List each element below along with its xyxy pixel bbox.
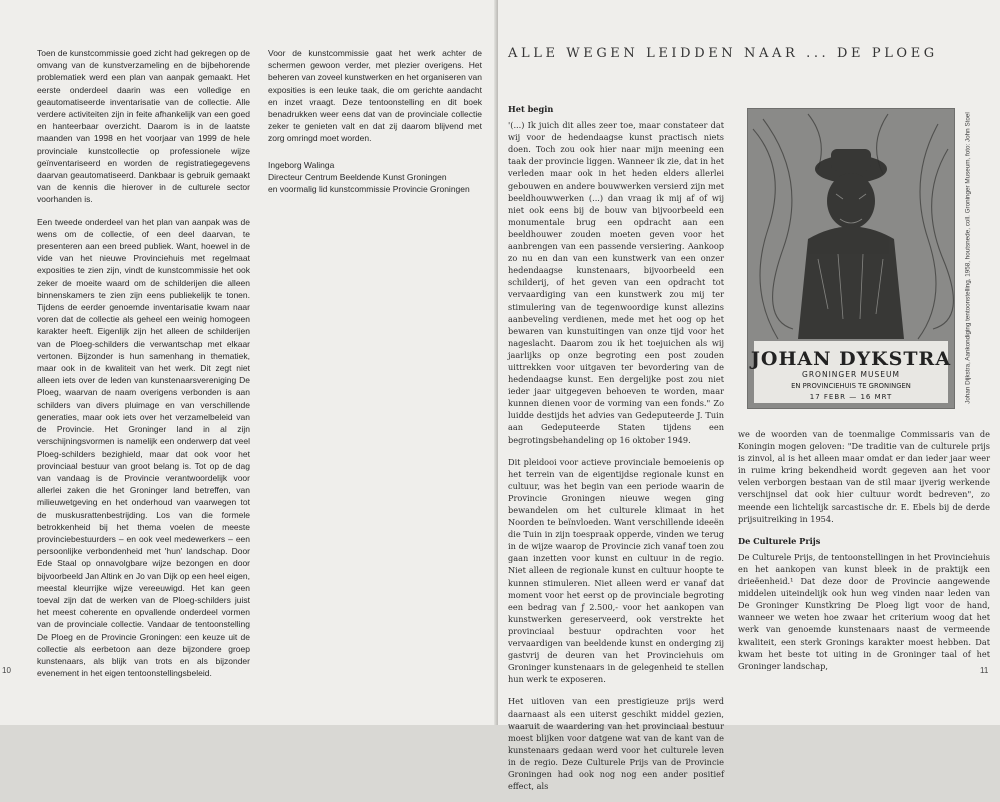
heading-culturele-prijs: De Culturele Prijs	[738, 535, 821, 546]
poster-title: JOHAN DYKSTRA	[750, 348, 952, 370]
page-number-right: 11	[980, 666, 989, 675]
section-title: ALLE WEGEN LEIDDEN NAAR ... DE PLOEG	[508, 46, 938, 61]
left-column-2	[268, 47, 482, 195]
poster-artwork	[748, 109, 954, 408]
paragraph: Een tweede onderdeel van het plan van aanpak was de wens om de collectie, of een deel daarvan, te presenteren aan een breed publiek. Want, hoewel in de vide van het nieuwe Provinciehuis met regelmaat exposities te zien zijn, vindt de kunstcommissie het ook zeker de moeite waard om de schilderijen die alleen binnenskamers te zien zijn eens publiekelijk te tonen. Tijdens de eerder genoemde inventarisatie kwam naar voren dat de collectie als geheel een weinig homogeen karakter heeft. Eigenlijk zijn het alleen de schilderijen van de Ploeg-schilders die verwantschap met elkaar vertonen. Bijzonder is hun samenhang in thematiek, maar ook in de kwaliteit van het werk. Dit zegt niet alleen iets over de leden van kunstenaarsvereniging De Ploeg, waarvan de naam overigens verbonden is aan schilders van divers pluimage en van verschillende generaties, maar ook iets over het verzamelbeleid van de Provincie. Het Groninger land in al zijn verschijningsvormen is namelijk een onderwerp dat veel Ploeg-schilders bezighield, maar dat ook voor het provinciaal bestuur van groot belang is. Tot op de dag van vandaag is de Provincie verantwoordelijk voor allerlei zaken die het Groninger land betreffen, van milieuwetgeving en het onderhoud van vaarwegen tot de muskusrattenbestrijding. Los van die formele betrokkenheid bij het thema voelen de meeste provinciebestuurders – en ook veel medewerkers – een persoonlijke verbondenheid met 'hun' landschap. Door Ede Staal op onnavolgbare wijze bezongen en door bijvoorbeeld Jan Altink en Jo van Dijk op een heel eigen, meestal kleurrijke wijze vereeuwigd. Het kan geen toeval zijn dat de werken van de Ploeg-schilders juist het meest coherente en opvallende onderdeel vormen van de provinciale collectie. Vandaar de tentoonstelling De Ploeg en de Provincie Groningen: een keuze uit de collectie als eerbetoon aan deze bijzondere groep kunstenaars, als blijk van trots en als bijzonder evenement in het eigen tentoonstellingsbeleid.	[37, 216, 250, 679]
signature-title-1: Directeur Centrum Beeldende Kunst Groningen	[268, 171, 447, 182]
image-credit	[960, 108, 976, 407]
heading-het-begin: Het begin	[508, 104, 554, 114]
right-page	[498, 0, 1000, 792]
woodcut-poster-image	[747, 108, 955, 409]
paragraph: De Culturele Prijs, de tentoonstellingen in het Provinciehuis en het aankopen van kunst bleek in de praktijk een drieëenheid.¹ Dat deze door de Provincie aangewende middelen uiteindelijk ook hun weg vinden naar leden van De Groninger Kunstkring De Ploeg ligt voor de hand, wanneer we weten hoe zwaar het criterium woog dat het werk van genoemde kunstenaars naast de vermeende kwaliteit, een sterk Gronings karakter moest hebben. Dat kwam het beste tot uiting in de Groninger taal of het Groninger landschap,	[738, 551, 990, 671]
page-number-left: 10	[2, 666, 11, 675]
signature-name: Ingeborg Walinga	[268, 159, 335, 170]
paragraph: '(...) Ik juich dit alles zeer toe, maar constateer dat wij voor de hedendaagse kunst practisch niets doen. Toch zou ook hier naar mijn meening een taak der provincie liggen. Wanneer ik zie, dat in het verleden maar ook in het heden elders allerlei gebouwen en andere bouwwerken versierd zijn met beeldhouwwerken (...) dan vraag ik mij af of wij niet ook eens bij de bouw van bijvoorbeeld een monumentale brug een opdracht aan een beeldhouwer zouden moeten geven voor het aanbrengen van een passende versiering. Aankoop zo nu en dan van een kunstwerk van een onzer hedendaagse kunstenaars, bijvoorbeeld een schilderij, of het geven van een opdracht tot vervaardiging van een kunstwerk zou mij ter stimulering van de tegenwoordige kunst allezins aanbeveling verdienen, mede met het oog op het bewaren van kunstuitingen van onze tijd voor het nageslacht. Daarom zou ik het toejuichen als wij jaarlijks op onze begroting een post zouden uittrekken voor uitgaven ter bevordering van de hedendaagse kunst. Een dergelijke post zou niet ieder jaar uitgegeven behoeven te worden, maar kunnen dienen voor de vorming van een fonds." Zo luidde destijds het advies van Gedeputeerde J. Tuin aan Gedeputeerde Staten tijdens een begrotingsbehandeling op 16 oktober 1949.	[508, 120, 724, 445]
paragraph: Dit pleidooi voor actieve provinciale bemoeienis op het terrein van de eigentijdse regionale kunst en cultuur, was het begin van een periode waarin de Provincie Groningen nieuwe wegen ging bewandelen om het culturele klimaat in het Noorden te beïnvloeden. Want verschillende ideeën die Tuin in zijn toespraak opperde, vinden we terug in de wijze waarop de Provincie zich vanaf toen zou gaan inzetten voor kunst en cultuur in de regio. Niet alleen de regionale kunst en cultuur hoopte te kunnen stimuleren. Niet alleen werd er vanaf dat moment voor het eerst op de provinciale begroting een bedrag van ƒ 2.500,- voor het aankopen van kunstwerken gereserveerd, ook verstrekte het provinciaal bestuur opdrachten voor het vervaardigen van beeldende kunst en onderging zij gastvrij de deuren van het Provinciehuis om Groninger kunstenaars in de gelegenheid te stellen hun werk te exposeren.	[508, 456, 724, 685]
signature-block	[268, 159, 482, 196]
left-column-1	[37, 47, 250, 689]
signature-title-2: en voormalig lid kunstcommissie Provincie Groningen	[268, 184, 470, 195]
paragraph: Het uitloven van een prestigieuze prijs werd daarnaast als een uiterst geschikt middel gezien, waaruit de waardering van het provinciaal bestuur moest blijken voor datgene wat van de kant van de kunstenaars gedaan werd voor het culturele leven in de regio. Deze Culturele Prijs van de Provincie Groningen had ook nog nog een ander positief effect, als	[508, 696, 724, 792]
poster-dates: 17 FEBR — 16 MRT	[809, 393, 893, 401]
right-column-1	[508, 103, 724, 802]
poster-venue: EN PROVINCIEHUIS TE GRONINGEN	[791, 382, 911, 390]
right-column-2	[738, 428, 990, 682]
paragraph: Voor de kunstcommissie gaat het werk achter de schermen gewoon verder, met plezier overigens. Het beheren van zoveel kunstwerken en het organiseren van exposities is een leuke taak, die om gerichte aandacht en inzet vraagt. Deze tentoonstelling en dit boek benadrukken weer eens dat van de provinciale collectie zeker te genieten valt en dat zij daarom blijvend met zorg omringd moet worden.	[268, 48, 482, 144]
image-credit-text: Johan Dijkstra, Aankondiging tentoonstelling, 1958, houtsnede, coll. Groninger Museum, foto: John Stoel	[964, 112, 972, 404]
paragraph: Toen de kunstcommissie goed zicht had gekregen op de omvang van de kunstverzameling en de bijbehorende problematiek werd een plan van aanpak gemaakt. Het eerste onderdeel daarin was een volledige en geautomatiseerde inventarisatie van de collectie. Alle verdere activiteiten zijn in feite afhankelijk van een goed en hanteerbaar overzicht. Daarom is in de laatste maanden van 1998 en het voorjaar van 1999 de hele provinciale kunstcollectie op professionele wijze geïnventariseerd en worden de registratiegegevens daarvan geautomatiseerd. Dankbaar is gebruik gemaakt van de kennis die hierover in de culturele sector voorhanden is.	[37, 48, 250, 205]
left-page	[0, 0, 496, 725]
poster-museum: GRONINGER MUSEUM	[802, 370, 900, 379]
paragraph: we de woorden van de toenmalige Commissaris van de Koningin mogen geloven: "De traditie van de culturele prijs is zinvol, al is het alleen maar omdat er dan ieder jaar weer in ruime kring bekendheid wordt gegeven aan het voor velen verborgen bestaan van de stil maar ijverig werkende verschijnsel dat ook hier cultuur wordt bedreven", zo meende een lichtelijk sarcastische dr. E. Ebels bij de derde prijsuitreiking in 1954.	[738, 429, 990, 524]
